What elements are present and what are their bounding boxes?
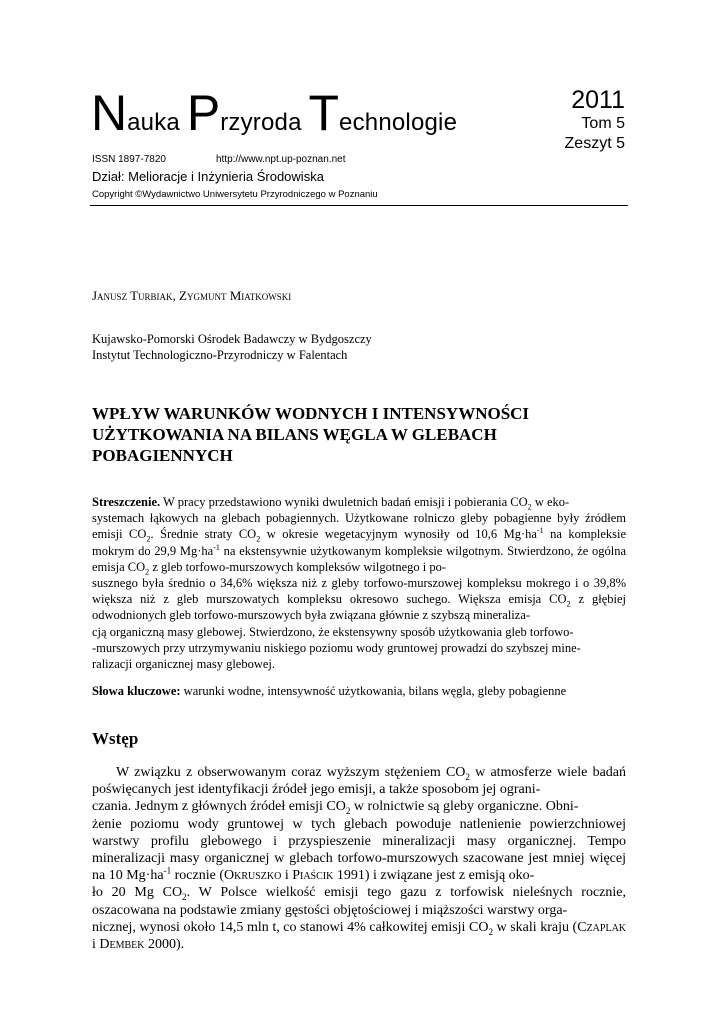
- section-heading: Wstęp: [92, 729, 139, 748]
- header-divider: [90, 205, 628, 206]
- issn: ISSN 1897-7820: [92, 154, 166, 165]
- journal-title-part-technologie: echnologie: [339, 109, 458, 136]
- keywords-list: warunki wodne, intensywność użytkowania, bilans węgla, gleby pobagienne: [180, 684, 567, 698]
- issue-info: [565, 86, 625, 154]
- affiliation-1: Kujawsko-Pomorski Ośrodek Badawczy w Bydgoszczy: [92, 332, 372, 346]
- issue-volume: Tom 5: [581, 115, 625, 132]
- keywords: [92, 683, 626, 699]
- abstract: Streszczenie. W pracy przedstawiono wyniki dwuletnich badań emisji i pobierania $CO_2$ w eko- systemach łąkowych na glebach pobagiennych. Użytkowane rolniczo gleby pobagienne były źródłem emisji $CO_2$. Średnie straty $CO_2$ w okresie wegetacyjnym wynosiły od 10,6 $Mg\cdot ha^{-1}$ na kompleksie mokrym do 29,9 $Mg\cdot ha^{-1}$ na ekstensywnie użytkowanym kompleksie wilgotnym. Stwierdzono, że ogólna emisja $CO_2$ z gleb torfowo-murszowych kompleksów wilgotnego i po- susznego była średnio o 34,6% większa niż z gleby torfowo-murszowej kompleksu mokrego i o 39,8% większa niż z gleb murszowatych kompleksu okresowo suchego. Większa emisja $CO_2$ z głębiej odwodnionych gleb torfowo-murszowych była związana głównie z szybszą mineraliza- cją organiczną masy glebowej. Stwierdzono, że ekstensywny sposób użytkowania gleb torfowo- -murszowych przy utrzymywaniu niskiego poziomu wody gruntowej prowadzi do szybszej mine- ralizacji organicznej masy glebowej.: [92, 495, 626, 672]
- abstract-label: Streszczenie.: [92, 495, 161, 509]
- department: Dział: Melioracje i Inżynieria Środowiska: [92, 169, 324, 184]
- journal-title-part-nauka: auka: [127, 109, 187, 136]
- journal-title-letter-t: T: [308, 85, 340, 141]
- copyright: Copyright ©Wydawnictwo Uniwersytetu Przyrodniczego w Poznaniu: [92, 189, 378, 200]
- issn-line: [92, 154, 345, 165]
- journal-title-letter-p: P: [186, 85, 221, 141]
- journal-title-letter-n: N: [91, 85, 128, 141]
- introduction-paragraph: W związku z obserwowanym coraz wyższym stężeniem $CO_2$ w atmosferze wiele badań poświęcanych jest identyfikacji źródeł jego emisji, a także sposobom jej ograni- czania. Jednym z głównych źródeł emisji $CO_2$ w rolnictwie są gleby organiczne. Obni- żenie poziomu wody gruntowej w tych glebach powoduje natlenienie powierzchniowej warstwy profilu glebowego i przyspieszenie mineralizacji masy organicznej. Tempo mineralizacji masy organicznej w glebach torfowo-murszowych szacowane jest mniej więcej na 10 $Mg\cdot ha^{-1}$ rocznie (Okruszko i Piaścik 1991) i związane jest z emisją oko- ło 20 Mg $CO_2$. W Polsce wielkość emisji tego gazu z torfowisk nieleśnych rocznie, oszacowana na podstawie zmiany gęstości objętościowej i miąższości warstwy orga- nicznej, wynosi około 14,5 mln t, co stanowi 4% całkowitej emisji $CO_2$ w skali kraju (Czaplak i Dembek 2000).: [92, 765, 627, 953]
- issue-year: 2011: [571, 86, 625, 114]
- article-title: WPŁYW WARUNKÓW WODNYCH I INTENSYWNOŚCI UŻYTKOWANIA NA BILANS WĘGLA W GLEBACH POBAGIENNYCH: [92, 404, 530, 465]
- affiliation-2: Instytut Technologiczno-Przyrodniczy w Falentach: [92, 348, 348, 362]
- keywords-label: Słowa kluczowe:: [92, 684, 181, 698]
- journal-title-part-przyroda: rzyroda: [220, 109, 309, 136]
- journal-title: [91, 85, 457, 141]
- issue-number: Zeszyt 5: [564, 135, 625, 152]
- journal-url[interactable]: http://www.npt.up-poznan.net: [215, 154, 346, 165]
- authors: Janusz Turbiak, Zygmunt Miatkowski: [92, 288, 292, 303]
- affiliations: [92, 331, 372, 363]
